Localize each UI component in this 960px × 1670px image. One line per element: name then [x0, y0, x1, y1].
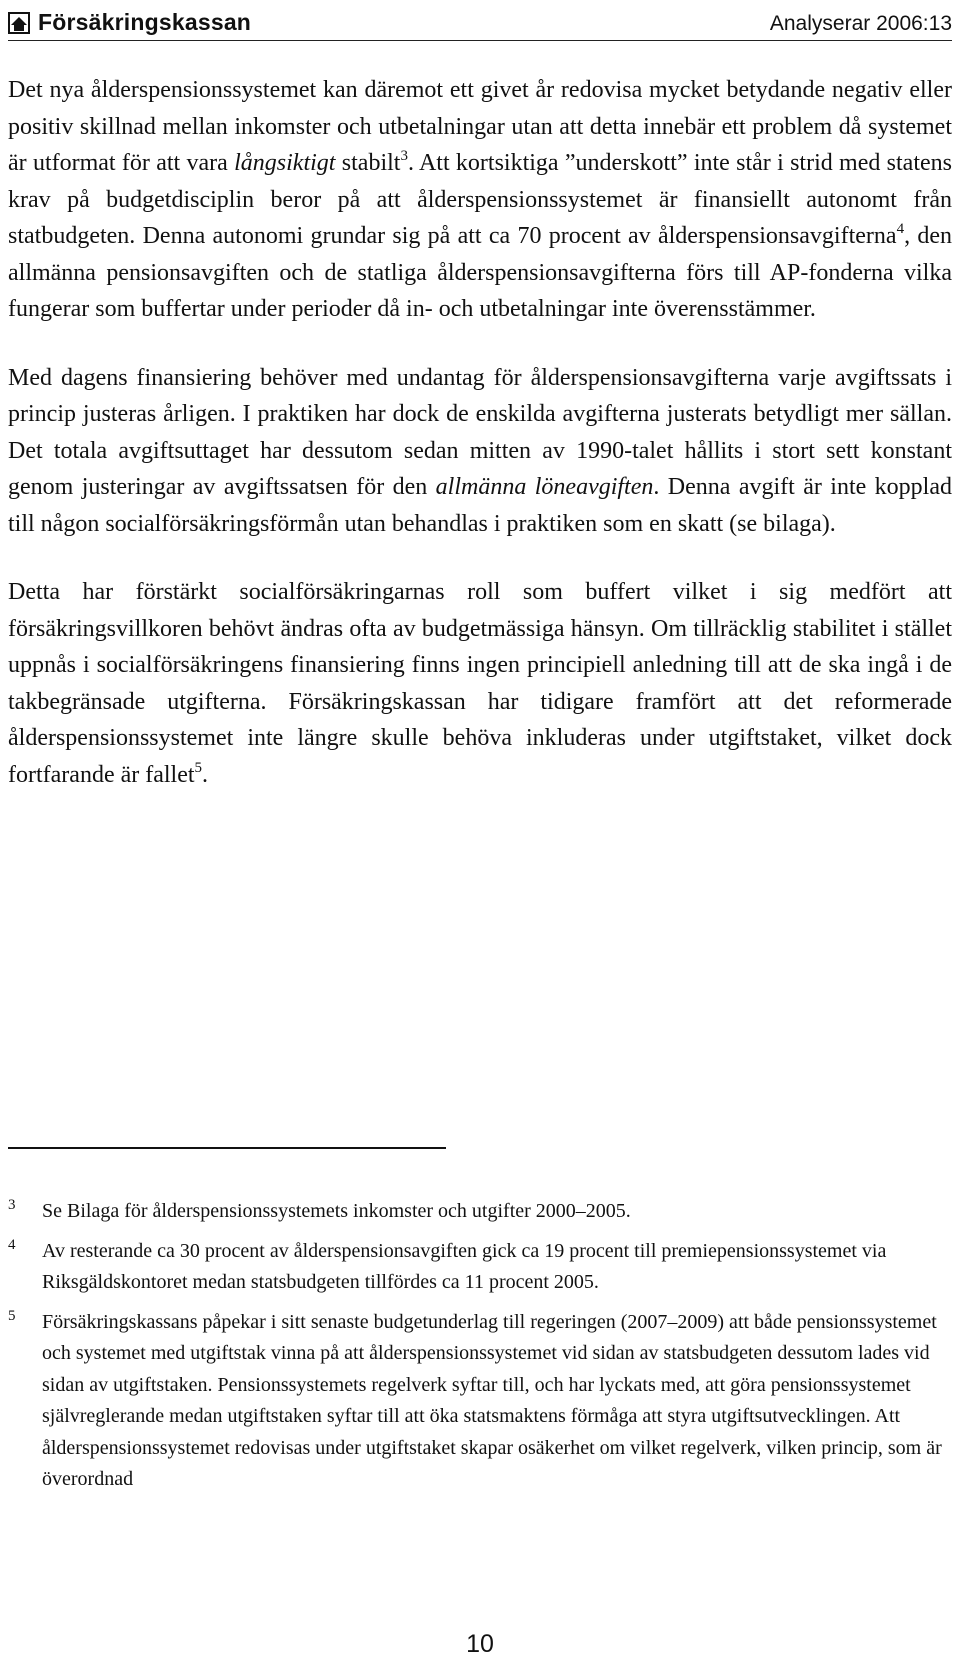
page-header	[8, 6, 952, 41]
footnote	[8, 1236, 952, 1299]
footnote-number: 4	[8, 1236, 16, 1253]
paragraph-3	[8, 574, 952, 793]
footnotes	[8, 1196, 952, 1504]
paragraph-text: stabilt	[335, 150, 401, 176]
footnote-text: Av resterande ca 30 procent av ålderspensionsavgiften gick ca 19 procent till premiepensionssystemet via Riksgäldskontoret medan statsbudgeten tillfördes ca 11 procent 2005.	[42, 1239, 887, 1293]
footnote-reference[interactable]: 5	[194, 759, 203, 776]
footnote	[8, 1307, 952, 1496]
paragraph-text: Detta har förstärkt socialförsäkringarnas roll som buffert vilket i sig medfört att försäkringsvillkoren behövt ändras ofta av budgetmässiga hänsyn. Om tillräcklig stabilitet i stället uppnås i socialförsäkringens finansiering finns ingen principiell anledning till att de ska ingå i de takbegränsade utgifterna. Försäkringskassan har tidigare framfört att det reformerade ålderspensionssystemet inte längre skulle behöva inkluderas under utgiftstaket, vilket dock fortfarande är fallet	[8, 579, 952, 788]
footnote-text: Se Bilaga för ålderspensionssystemets inkomster och utgifter 2000–2005.	[42, 1200, 631, 1222]
paragraph-text: Det nya ålderspensionssystemet kan däremot ett givet år redovisa mycket betydande negativ eller positiv skillnad mellan inkomster och utbetalningar utan att detta innebär ett problem då systemet är utformat för att vara	[8, 77, 952, 176]
agency-name: Försäkringskassan	[38, 9, 252, 35]
footnote-reference[interactable]: 3	[400, 148, 408, 164]
footnote-separator	[8, 1147, 446, 1149]
publication-id: Analyserar 2006:13	[769, 12, 952, 35]
paragraph-text: . Denna avgift är inte kopplad till någon socialförsäkringsförmån utan behandlas i praktiken som en skatt (se bilaga).	[8, 474, 953, 537]
paragraph-1	[8, 72, 952, 328]
footnote-number: 5	[8, 1307, 16, 1324]
agency-logo	[8, 9, 251, 36]
body-text	[8, 72, 952, 825]
footnote-reference[interactable]: 4	[896, 221, 905, 237]
page-number: 10	[466, 1630, 494, 1658]
footnote	[8, 1196, 952, 1228]
emphasized-text: långsiktigt	[234, 150, 336, 176]
paragraph-text: Med dagens finansiering behöver med undantag för ålderspensionsavgifterna varje avgiftssats i princip justeras årligen. I praktiken har dock de enskilda avgifterna justerats betydligt mer sällan. Det totala avgiftsuttaget har dessutom sedan mitten av 1990-talet hållits i stort sett konstant genom justeringar av avgiftssatsen för den	[8, 364, 952, 500]
footnote-number: 3	[8, 1197, 16, 1213]
emphasized-text: allmänna löneavgiften	[435, 474, 654, 500]
paragraph-text: . Att kortsiktiga ”underskott” inte står i strid med statens krav på budgetdisciplin beror på att ålderspensionssystemet är finansiellt autonomt från statbudgeten. Denna autonomi grundar sig på att ca 70 procent av ålderspensionsavgifterna	[8, 150, 952, 249]
paragraph-2	[8, 360, 952, 543]
paragraph-text: , den allmänna pensionsavgiften och de statliga ålderspensionsavgifterna förs till AP-fonderna vilka fungerar som buffertar under perioder då in- och utbetalningar inte överensstämmer.	[8, 223, 953, 322]
footnote-text: Försäkringskassans påpekar i sitt senaste budgetunderlag till regeringen (2007–2009) att både pensionssystemet och systemet med utgiftstak vinna på att ålderspensionssystemet vid sidan av statsbudgeten dessutom lades vid sidan av utgiftstaken. Pensionssystemets regelverk syftar till, och har lyckats med, att göra pensionssystemet självreglerande medan utgiftstaken syftar till att öka statsmaktens förmåga att styra utgiftsutvecklingen. Att ålderspensionssystemet redovisas under utgiftstaket skapar osäkerhet om vilket regelverk, vilken princip, som är överordnad	[42, 1310, 942, 1490]
paragraph-text: .	[202, 761, 209, 788]
house-in-square-icon	[8, 12, 30, 34]
